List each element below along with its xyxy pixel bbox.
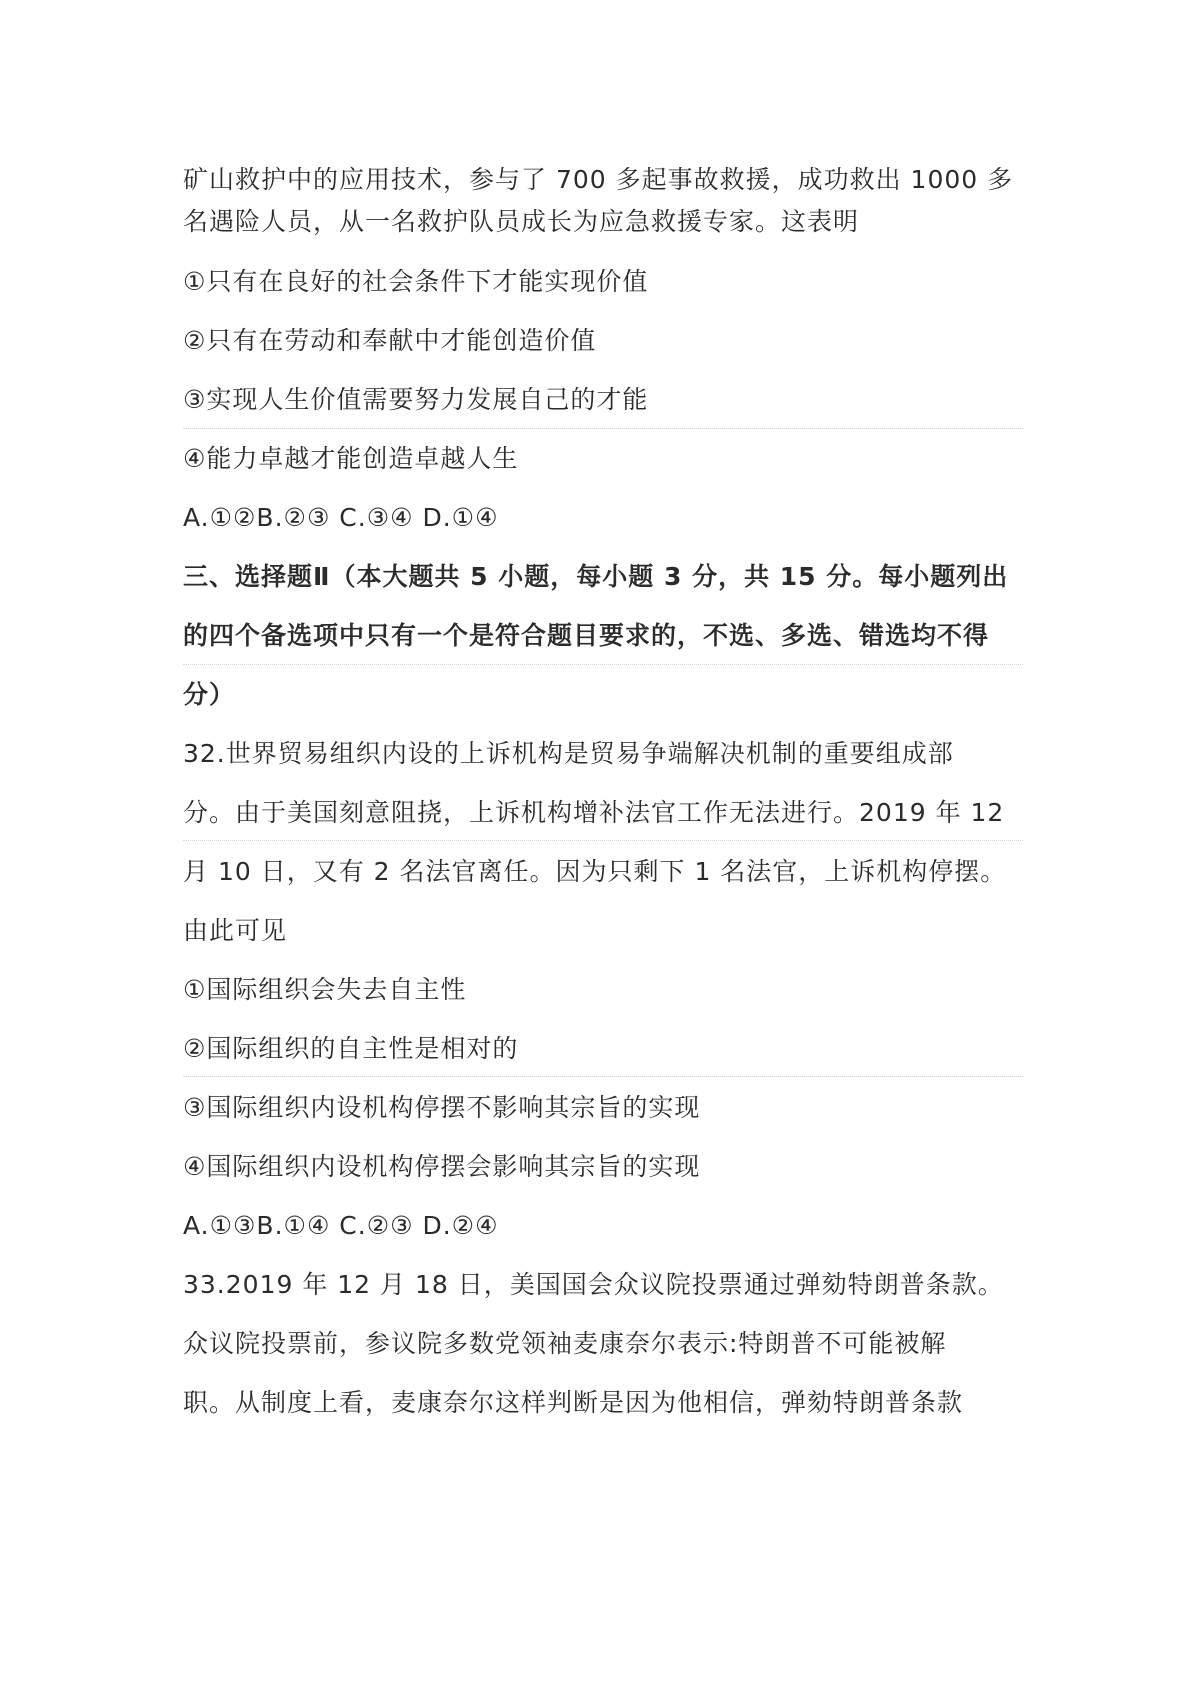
dotted-divider	[183, 664, 1023, 665]
question-32: 由此可见	[183, 916, 288, 945]
text-line: 名遇险人员，从一名救护队员成长为应急救援专家。这表明	[183, 207, 860, 236]
dotted-divider	[183, 840, 1023, 841]
answer-choices: A.①③B.①④ C.②③ D.②④	[183, 1211, 499, 1240]
option-1: ①国际组织会失去自主性	[183, 975, 467, 1004]
question-33: 职。从制度上看，麦康奈尔这样判断是因为他相信，弹劾特朗普条款	[183, 1388, 964, 1417]
option-4: ④能力卓越才能创造卓越人生	[183, 444, 519, 473]
question-32: 32.世界贸易组织内设的上诉机构是贸易争端解决机制的重要组成部	[183, 739, 954, 768]
option-3: ③国际组织内设机构停摆不影响其宗旨的实现	[183, 1093, 701, 1122]
section-heading: 分）	[183, 680, 236, 709]
section-heading: 三、选择题Ⅱ（本大题共 5 小题，每小题 3 分，共 15 分。每小题列出	[183, 562, 1009, 591]
option-3: ③实现人生价值需要努力发展自己的才能	[183, 385, 649, 414]
option-2: ②国际组织的自主性是相对的	[183, 1034, 519, 1063]
dotted-divider	[183, 428, 1023, 429]
question-32: 月 10 日，又有 2 名法官离任。因为只剩下 1 名法官，上诉机构停摆。	[183, 857, 1007, 886]
option-4: ④国际组织内设机构停摆会影响其宗旨的实现	[183, 1152, 701, 1181]
question-33: 33.2019 年 12 月 18 日，美国国会众议院投票通过弹劾特朗普条款。	[183, 1270, 1004, 1299]
option-2: ②只有在劳动和奉献中才能创造价值	[183, 326, 597, 355]
answer-choices: A.①②B.②③ C.③④ D.①④	[183, 503, 499, 532]
dotted-divider	[183, 1076, 1023, 1077]
question-32: 分。由于美国刻意阻挠，上诉机构增补法官工作无法进行。2019 年 12	[183, 798, 1005, 827]
section-heading: 的四个备选项中只有一个是符合题目要求的，不选、多选、错选均不得	[183, 621, 990, 650]
option-1: ①只有在良好的社会条件下才能实现价值	[183, 267, 649, 296]
text-line: 矿山救护中的应用技术，参与了 700 多起事故救援，成功救出 1000 多	[183, 165, 1014, 194]
question-33: 众议院投票前，参议院多数党领袖麦康奈尔表示:特朗普不可能被解	[183, 1329, 947, 1358]
